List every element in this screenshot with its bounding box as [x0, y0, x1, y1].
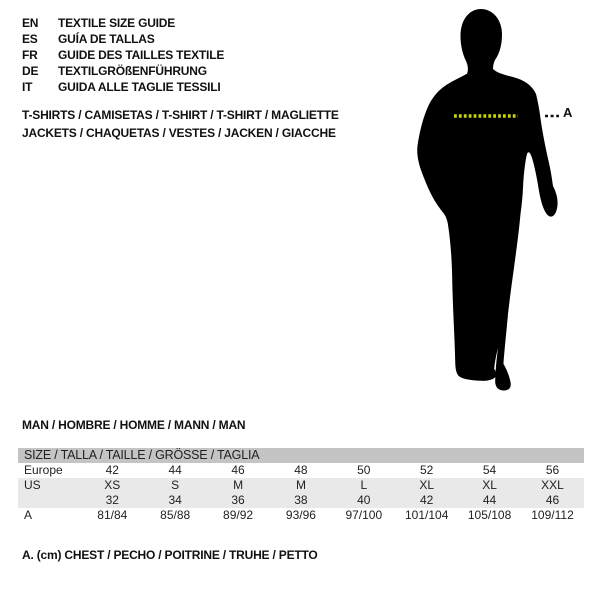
language-code: DE: [22, 64, 39, 78]
language-row: [22, 15, 224, 31]
size-table: [18, 448, 584, 523]
row-label: Europe: [24, 463, 63, 477]
size-cell: 40: [332, 493, 395, 508]
size-cell: 42: [105, 463, 119, 477]
size-cell: 34: [144, 493, 207, 508]
language-row: [22, 47, 224, 63]
table-row-us-numeric: [18, 493, 584, 508]
size-cell: 109/112: [531, 508, 574, 522]
size-cell: XL: [395, 478, 458, 493]
row-label: [18, 493, 81, 508]
man-silhouette: [400, 7, 560, 392]
size-cell: S: [144, 478, 207, 493]
size-cell: 38: [270, 493, 333, 508]
size-cell: 36: [207, 493, 270, 508]
language-code: ES: [22, 32, 38, 46]
size-cell: 42: [395, 493, 458, 508]
measurement-label-a: A: [563, 105, 573, 120]
category-jackets: JACKETS / CHAQUETAS / VESTES / JACKEN / GIACCHE: [22, 126, 336, 140]
language-code: IT: [22, 80, 33, 94]
size-table-header-row: [18, 448, 584, 463]
size-cell: 56: [545, 463, 560, 477]
size-cell: 81/84: [97, 508, 128, 522]
language-row: [22, 31, 224, 47]
size-cell: 93/96: [285, 508, 316, 522]
size-cell: 32: [81, 493, 144, 508]
language-label: GUIDE DES TAILLES TEXTILE: [58, 48, 225, 62]
language-label: GUIDA ALLE TAGLIE TESSILI: [58, 80, 221, 94]
language-label: GUÍA DE TALLAS: [58, 32, 155, 46]
size-cell: 50: [357, 463, 371, 477]
size-cell: L: [332, 478, 395, 493]
category-tshirts: T-SHIRTS / CAMISETAS / T-SHIRT / T-SHIRT / MAGLIETTE: [22, 108, 339, 122]
size-cell: M: [270, 478, 333, 493]
size-cell: XL: [458, 478, 521, 493]
language-row: [22, 63, 224, 79]
size-cell: 48: [294, 463, 308, 477]
language-code: FR: [22, 48, 38, 62]
size-table-header-cell: SIZE / TALLA / TAILLE / GRÖSSE / TAGLIA: [18, 448, 584, 463]
chest-footnote: A. (cm) CHEST / PECHO / POITRINE / TRUHE / PETTO: [22, 548, 318, 562]
row-label: US: [18, 478, 81, 493]
language-code: EN: [22, 16, 39, 30]
table-row-us: [18, 478, 584, 493]
size-cell: 89/92: [223, 508, 254, 522]
table-row-a-chest: [18, 508, 584, 523]
size-cell: 44: [458, 493, 521, 508]
man-silhouette-svg: [400, 7, 560, 392]
size-cell: XS: [81, 478, 144, 493]
size-cell: M: [207, 478, 270, 493]
size-cell: 44: [168, 463, 182, 477]
size-cell: 105/108: [467, 508, 512, 522]
language-row: [22, 79, 224, 95]
language-label: TEXTILGRÖßENFÜHRUNG: [58, 64, 207, 78]
language-label: TEXTILE SIZE GUIDE: [58, 16, 176, 30]
size-cell: 85/88: [160, 508, 191, 522]
category-list: [22, 106, 339, 142]
size-cell: 97/100: [345, 508, 383, 522]
size-cell: XXL: [521, 478, 584, 493]
section-title-man: MAN / HOMBRE / HOMME / MANN / MAN: [22, 418, 246, 432]
man-silhouette-path: [417, 9, 557, 391]
size-cell: 54: [482, 463, 497, 477]
language-list: [22, 15, 224, 95]
size-cell: 46: [231, 463, 245, 477]
size-cell: 46: [521, 493, 584, 508]
size-cell: 101/104: [404, 508, 449, 522]
row-label: A: [24, 508, 33, 522]
size-cell: 52: [420, 463, 434, 477]
table-row-europe: [18, 463, 584, 478]
